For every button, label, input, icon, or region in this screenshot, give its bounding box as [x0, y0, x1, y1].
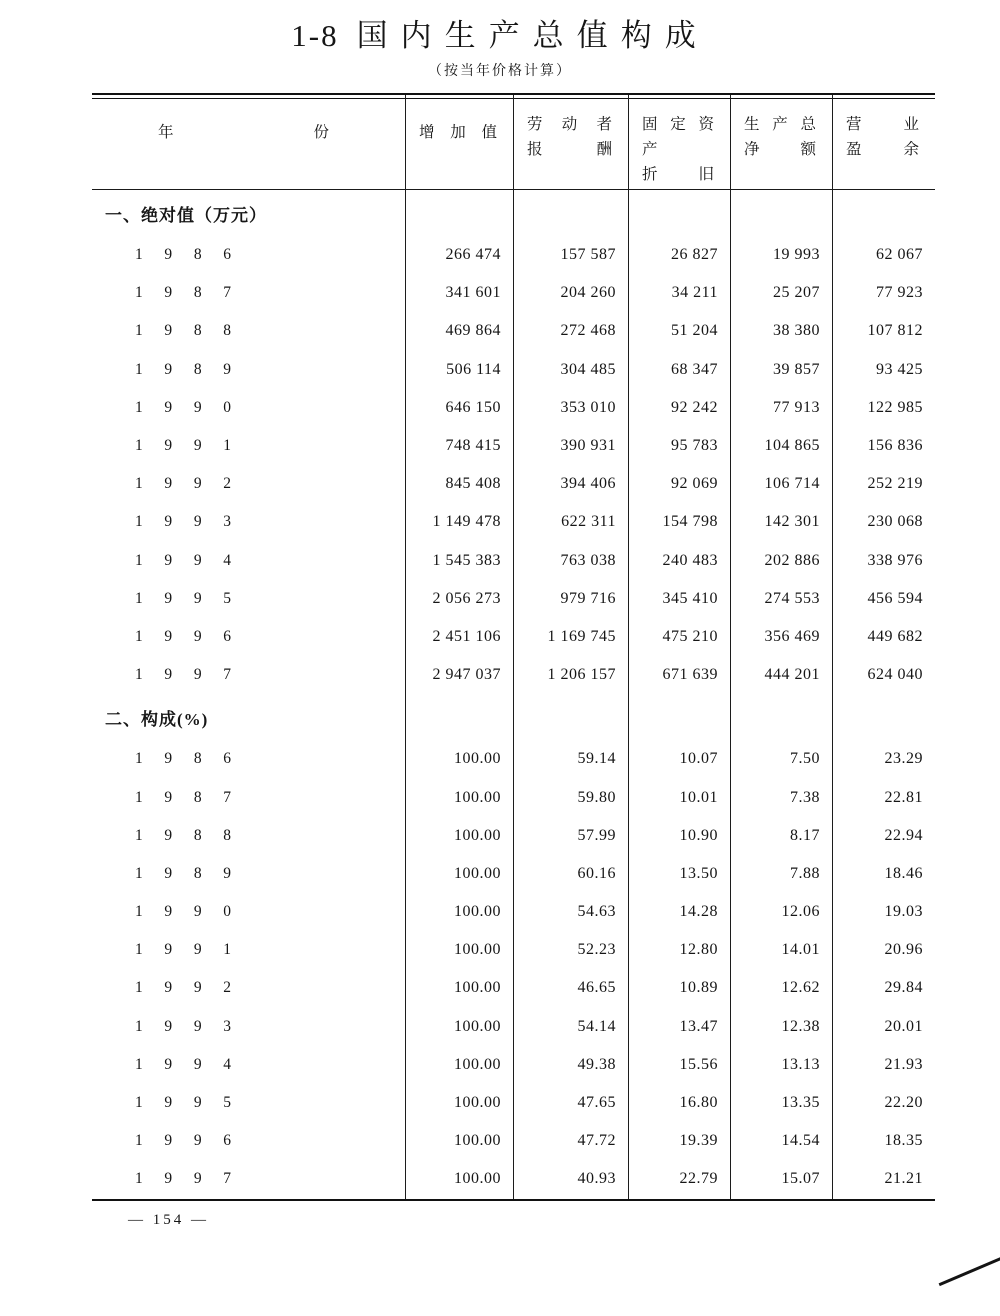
year-value: 1 9 9 0: [135, 903, 231, 921]
section-label: 二、构成(%): [105, 709, 209, 729]
data-cell: 100.00: [454, 788, 501, 806]
data-cell: 106 714: [764, 475, 820, 493]
data-cell: 15.56: [679, 1055, 718, 1073]
year-cell: [92, 1084, 405, 1122]
data-cell: 449 682: [867, 627, 923, 645]
header-line: 劳 动 者: [527, 116, 612, 133]
data-cell: 2 056 273: [432, 589, 501, 607]
gdp-composition-table: [92, 93, 935, 1201]
data-cell: 92 242: [671, 398, 718, 416]
data-cell: 100.00: [454, 826, 501, 844]
year-cell: [92, 1008, 405, 1046]
data-cell: 100.00: [454, 864, 501, 882]
data-cell: 77 913: [773, 398, 820, 416]
data-cell: 356 469: [764, 627, 820, 645]
data-cell: 10.07: [679, 750, 718, 768]
data-cell: 10.89: [679, 979, 718, 997]
data-cell: 100.00: [454, 1094, 501, 1112]
data-cell: 8.17: [790, 826, 820, 844]
data-cell: 156 836: [867, 437, 923, 455]
data-cell: 845 408: [445, 475, 501, 493]
year-value: 1 9 9 7: [135, 1170, 231, 1188]
year-value: 1 9 8 6: [135, 750, 231, 768]
header-line: 盈 余: [846, 141, 919, 158]
year-cell: [92, 274, 405, 312]
year-value: 1 9 9 2: [135, 475, 231, 493]
data-cell: 47.72: [577, 1132, 616, 1150]
data-cell: 304 485: [560, 360, 616, 378]
header-line: 营 业: [846, 116, 919, 133]
data-cell: 252 219: [867, 475, 923, 493]
data-cell: 47.65: [577, 1094, 616, 1112]
data-cell: 456 594: [867, 589, 923, 607]
data-cell: 18.46: [884, 864, 923, 882]
data-cell: 469 864: [445, 322, 501, 340]
year-value: 1 9 8 6: [135, 246, 231, 264]
data-cell: 12.38: [781, 1017, 820, 1035]
data-cell: 100.00: [454, 903, 501, 921]
year-value: 1 9 9 3: [135, 513, 231, 531]
data-cell: 22.20: [884, 1094, 923, 1112]
data-cell: 68 347: [671, 360, 718, 378]
year-value: 1 9 8 9: [135, 360, 231, 378]
data-cell: 341 601: [445, 284, 501, 302]
data-cell: 272 468: [560, 322, 616, 340]
data-cell: 394 406: [560, 475, 616, 493]
data-cell: 23.29: [884, 750, 923, 768]
data-cell: 21.93: [884, 1055, 923, 1073]
year-value: 1 9 9 3: [135, 1017, 231, 1035]
year-cell: [92, 236, 405, 274]
year-value: 1 9 9 7: [135, 666, 231, 684]
header-value-added: [405, 95, 513, 189]
year-value: 1 9 8 8: [135, 322, 231, 340]
data-cell: 26 827: [671, 246, 718, 264]
data-cell: 154 798: [662, 513, 718, 531]
data-cell: 274 553: [764, 589, 820, 607]
data-cell: 444 201: [764, 666, 820, 684]
data-cell: 1 206 157: [547, 666, 616, 684]
year-cell: [92, 465, 405, 503]
header-year: [92, 95, 405, 189]
data-cell: 100.00: [454, 750, 501, 768]
header-line: 生 产 总: [744, 116, 816, 133]
data-cell: 22.94: [884, 826, 923, 844]
year-cell: [92, 1046, 405, 1084]
column-divider: [730, 95, 731, 1199]
data-cell: 353 010: [560, 398, 616, 416]
year-value: 1 9 8 7: [135, 284, 231, 302]
data-cell: 506 114: [446, 360, 501, 378]
year-cell: [92, 1160, 405, 1198]
data-cell: 7.38: [790, 788, 820, 806]
data-cell: 54.14: [577, 1017, 616, 1035]
data-cell: 52.23: [577, 941, 616, 959]
data-cell: 2 947 037: [432, 666, 501, 684]
year-cell: [92, 351, 405, 389]
data-cell: 202 886: [764, 551, 820, 569]
year-cell: [92, 931, 405, 969]
header-net-production: [730, 95, 832, 189]
data-cell: 100.00: [454, 1170, 501, 1188]
data-cell: 40.93: [577, 1170, 616, 1188]
data-cell: 34 211: [671, 284, 718, 302]
data-cell: 107 812: [867, 322, 923, 340]
data-cell: 19 993: [773, 246, 820, 264]
data-cell: 10.90: [679, 826, 718, 844]
data-cell: 46.65: [577, 979, 616, 997]
header-labor-remuneration: [513, 95, 628, 189]
data-cell: 60.16: [577, 864, 616, 882]
data-cell: 22.81: [884, 788, 923, 806]
data-cell: 92 069: [671, 475, 718, 493]
data-cell: 763 038: [560, 551, 616, 569]
data-cell: 100.00: [454, 1132, 501, 1150]
year-value: 1 9 9 2: [135, 979, 231, 997]
year-cell: [92, 503, 405, 541]
data-cell: 62 067: [876, 246, 923, 264]
year-value: 1 9 9 1: [135, 437, 231, 455]
data-cell: 29.84: [884, 979, 923, 997]
year-cell: [92, 817, 405, 855]
data-cell: 266 474: [445, 246, 501, 264]
year-cell: [92, 969, 405, 1007]
data-cell: 748 415: [445, 437, 501, 455]
data-cell: 13.35: [781, 1094, 820, 1112]
data-cell: 59.80: [577, 788, 616, 806]
year-value: 1 9 9 6: [135, 627, 231, 645]
data-cell: 12.06: [781, 903, 820, 921]
year-value: 1 9 8 8: [135, 826, 231, 844]
data-cell: 13.47: [679, 1017, 718, 1035]
data-cell: 18.35: [884, 1132, 923, 1150]
header-depreciation: [628, 95, 730, 189]
column-divider: [628, 95, 629, 1199]
page-number: — 154 —: [128, 1212, 209, 1228]
data-cell: 54.63: [577, 903, 616, 921]
data-cell: 59.14: [577, 750, 616, 768]
year-cell: [92, 778, 405, 816]
data-cell: 142 301: [764, 513, 820, 531]
data-cell: 345 410: [662, 589, 718, 607]
data-cell: 1 545 383: [432, 551, 501, 569]
data-cell: 13.13: [781, 1055, 820, 1073]
section-label: 一、绝对值（万元）: [105, 205, 267, 225]
year-value: 1 9 8 7: [135, 788, 231, 806]
year-cell: [92, 312, 405, 350]
data-cell: 13.50: [679, 864, 718, 882]
year-value: 1 9 9 4: [135, 551, 231, 569]
data-cell: 21.21: [884, 1170, 923, 1188]
year-cell: [92, 1122, 405, 1160]
year-cell: [92, 893, 405, 931]
data-cell: 12.80: [679, 941, 718, 959]
data-cell: 77 923: [876, 284, 923, 302]
data-cell: 19.03: [884, 903, 923, 921]
header-line: 折 旧: [642, 166, 714, 183]
year-cell: [92, 542, 405, 580]
year-cell: [92, 389, 405, 427]
data-cell: 22.79: [679, 1170, 718, 1188]
header-year-label: 年 份: [158, 124, 329, 141]
header-line: 增 加 值: [419, 124, 497, 141]
year-cell: [92, 427, 405, 465]
year-value: 1 9 9 5: [135, 1094, 231, 1112]
data-cell: 51 204: [671, 322, 718, 340]
table-number: 1-8: [291, 18, 339, 53]
data-cell: 93 425: [876, 360, 923, 378]
year-cell: [92, 740, 405, 778]
column-divider: [513, 95, 514, 1199]
year-value: 1 9 8 9: [135, 864, 231, 882]
year-value: 1 9 9 4: [135, 1055, 231, 1073]
data-cell: 1 169 745: [547, 627, 616, 645]
page-subtitle: （按当年价格计算）: [428, 64, 572, 79]
data-cell: 12.62: [781, 979, 820, 997]
header-line: 固 定 资 产: [642, 116, 714, 158]
header-operating-surplus: [832, 95, 935, 189]
data-cell: 1 149 478: [432, 513, 501, 531]
data-cell: 19.39: [679, 1132, 718, 1150]
data-cell: 20.96: [884, 941, 923, 959]
header-line: 净 额: [744, 141, 816, 158]
year-cell: [92, 580, 405, 618]
data-cell: 14.01: [781, 941, 820, 959]
data-cell: 20.01: [884, 1017, 923, 1035]
data-cell: 338 976: [867, 551, 923, 569]
year-value: 1 9 9 0: [135, 398, 231, 416]
data-cell: 15.07: [781, 1170, 820, 1188]
data-cell: 671 639: [662, 666, 718, 684]
data-cell: 100.00: [454, 941, 501, 959]
data-cell: 49.38: [577, 1055, 616, 1073]
table-title-text: 国内生产总值构成: [356, 18, 709, 53]
scan-artifact: [939, 1253, 1000, 1286]
year-cell: [92, 855, 405, 893]
column-divider: [405, 95, 406, 1199]
data-cell: 100.00: [454, 979, 501, 997]
data-cell: 7.50: [790, 750, 820, 768]
data-cell: 100.00: [454, 1017, 501, 1035]
data-cell: 25 207: [773, 284, 820, 302]
data-cell: 104 865: [764, 437, 820, 455]
data-cell: 622 311: [561, 513, 616, 531]
data-cell: 95 783: [671, 437, 718, 455]
data-cell: 204 260: [560, 284, 616, 302]
page-title: [0, 10, 1000, 55]
data-cell: 230 068: [867, 513, 923, 531]
header-line: 报 酬: [527, 141, 612, 158]
data-cell: 240 483: [662, 551, 718, 569]
data-cell: 16.80: [679, 1094, 718, 1112]
data-cell: 475 210: [662, 627, 718, 645]
year-value: 1 9 9 6: [135, 1132, 231, 1150]
data-cell: 39 857: [773, 360, 820, 378]
data-cell: 157 587: [560, 246, 616, 264]
data-cell: 14.54: [781, 1132, 820, 1150]
year-cell: [92, 656, 405, 694]
data-cell: 10.01: [679, 788, 718, 806]
data-cell: 624 040: [867, 666, 923, 684]
data-cell: 979 716: [560, 589, 616, 607]
data-cell: 57.99: [577, 826, 616, 844]
column-divider: [832, 95, 833, 1199]
year-value: 1 9 9 5: [135, 589, 231, 607]
data-cell: 100.00: [454, 1055, 501, 1073]
data-cell: 38 380: [773, 322, 820, 340]
data-cell: 122 985: [867, 398, 923, 416]
data-cell: 14.28: [679, 903, 718, 921]
data-cell: 7.88: [790, 864, 820, 882]
year-cell: [92, 618, 405, 656]
data-cell: 646 150: [445, 398, 501, 416]
data-cell: 390 931: [560, 437, 616, 455]
year-value: 1 9 9 1: [135, 941, 231, 959]
data-cell: 2 451 106: [432, 627, 501, 645]
